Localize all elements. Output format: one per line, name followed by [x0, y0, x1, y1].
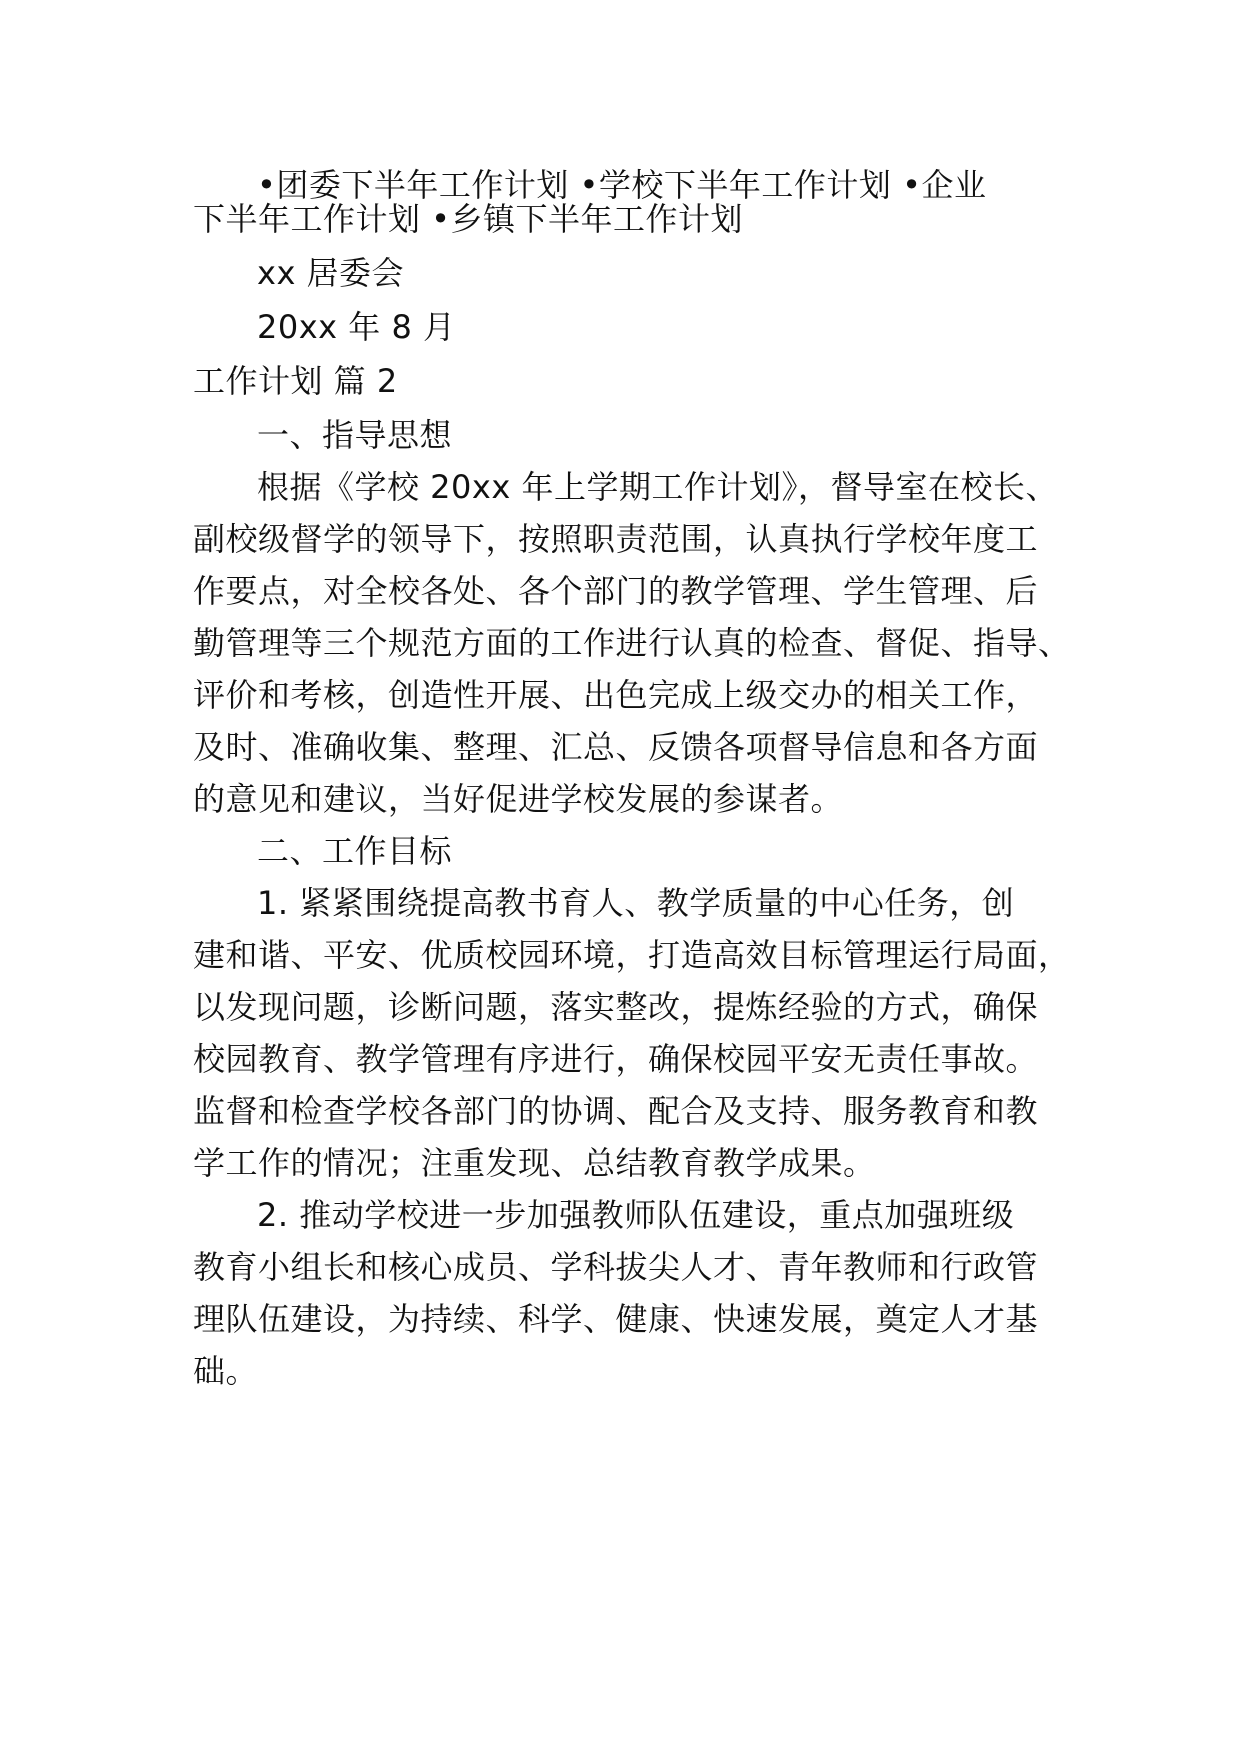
- paragraph-line: 根据《学校 20xx 年上学期工作计划》，督导室在校长、: [257, 468, 1058, 506]
- signature-date: 20xx 年 8 月: [257, 308, 456, 346]
- related-links-line-2: 下半年工作计划 •乡镇下半年工作计划: [193, 200, 744, 238]
- paragraph-line: 理队伍建设，为持续、科学、健康、快速发展，奠定人才基: [193, 1300, 1039, 1338]
- related-links-line-1: •团委下半年工作计划 •学校下半年工作计划 •企业: [257, 166, 987, 204]
- paragraph-line: 的意见和建议，当好促进学校发展的参谋者。: [193, 780, 844, 818]
- paragraph-line: 监督和检查学校各部门的协调、配合及支持、服务教育和教: [193, 1092, 1039, 1130]
- paragraph-line: 勤管理等三个规范方面的工作进行认真的检查、督促、指导、: [193, 624, 1071, 662]
- paragraph-line: 校园教育、教学管理有序进行，确保校园平安无责任事故。: [193, 1040, 1039, 1078]
- paragraph-line: 1. 紧紧围绕提高教书育人、教学质量的中心任务，创: [257, 884, 1015, 922]
- heading-guiding-idea: 一、指导思想: [257, 416, 453, 454]
- paragraph-line: 以发现问题，诊断问题，落实整改，提炼经验的方式，确保: [193, 988, 1039, 1026]
- paragraph-line: 评价和考核，创造性开展、出色完成上级交办的相关工作，: [193, 676, 1039, 714]
- paragraph-line: 学工作的情况；注重发现、总结教育教学成果。: [193, 1144, 876, 1182]
- signature-org: xx 居委会: [257, 254, 405, 292]
- paragraph-line: 础。: [193, 1352, 259, 1390]
- paragraph-line: 作要点，对全校各处、各个部门的教学管理、学生管理、后: [193, 572, 1039, 610]
- heading-work-goals: 二、工作目标: [257, 832, 453, 870]
- section-title: 工作计划 篇 2: [193, 362, 398, 400]
- paragraph-line: 建和谐、平安、优质校园环境，打造高效目标管理运行局面，: [193, 936, 1071, 974]
- paragraph-line: 2. 推动学校进一步加强教师队伍建设，重点加强班级: [257, 1196, 1015, 1234]
- paragraph-line: 及时、准确收集、整理、汇总、反馈各项督导信息和各方面: [193, 728, 1039, 766]
- paragraph-line: 副校级督学的领导下，按照职责范围，认真执行学校年度工: [193, 520, 1039, 558]
- paragraph-line: 教育小组长和核心成员、学科拔尖人才、青年教师和行政管: [193, 1248, 1039, 1286]
